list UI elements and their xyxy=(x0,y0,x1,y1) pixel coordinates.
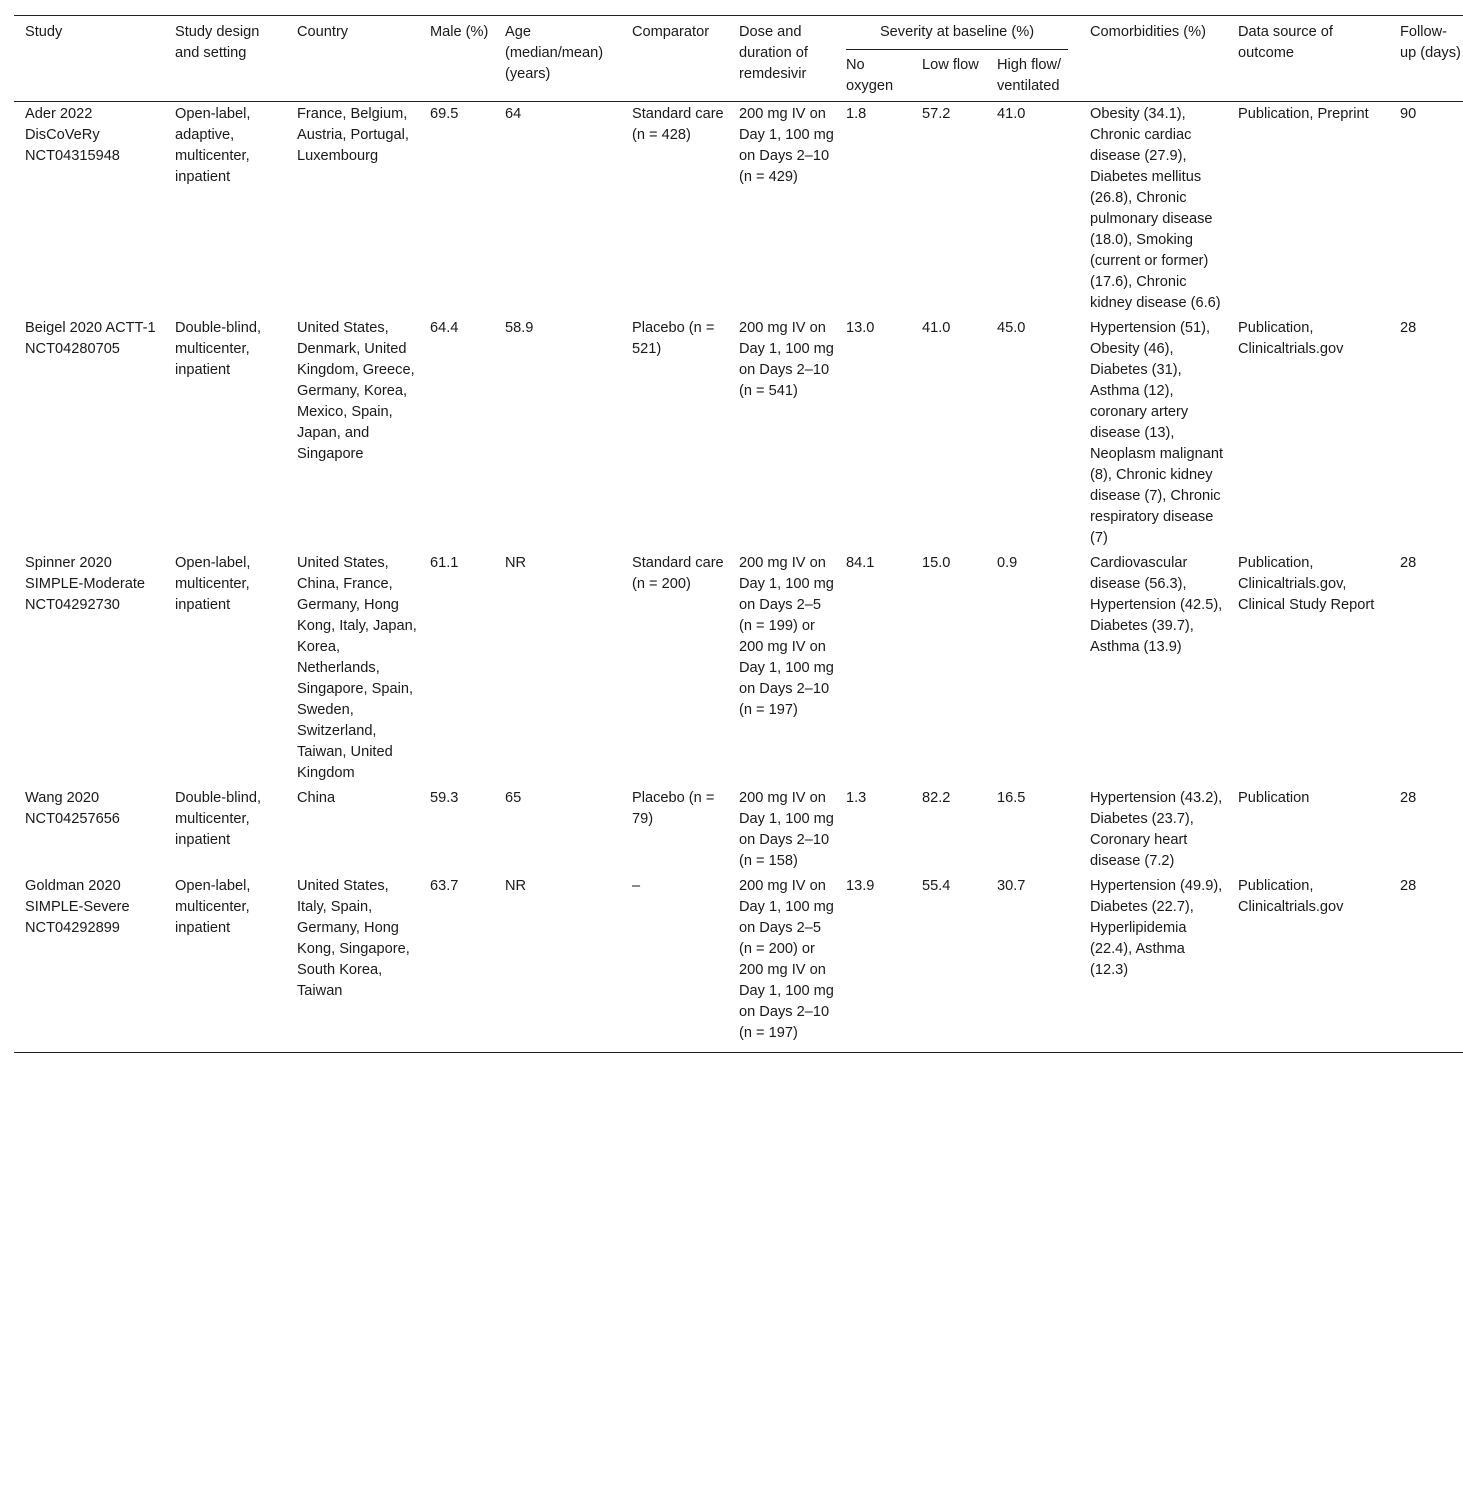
cell-no-oxygen: 84.1 xyxy=(846,555,875,571)
study-characteristics-table xyxy=(14,15,1463,1053)
header-data-source: Data source of outcome xyxy=(1238,24,1333,61)
cell-design: Double-blind, multicenter, inpatient xyxy=(175,320,261,378)
header-age: Age (median/mean) (years) xyxy=(505,24,604,82)
cell-low-flow: 55.4 xyxy=(922,878,951,894)
cell-age: NR xyxy=(505,555,527,571)
cell-high-flow: 41.0 xyxy=(997,106,1026,122)
table-body xyxy=(14,102,1463,1053)
cell-comorbidities: Obesity (34.1), Chronic cardiac disease (27.9), Diabetes mellitus (26.8), Chronic pulmonary disease (18.0), Smoking (current or former) (17.6), Chronic kidney disease (6.6) xyxy=(1090,106,1221,311)
cell-comorbidities: Hypertension (49.9), Diabetes (22.7), Hyperlipidemia (22.4), Asthma (12.3) xyxy=(1090,878,1223,978)
cell-dose: 200 mg IV on Day 1, 100 mg on Days 2–10 (n = 541) xyxy=(739,320,834,399)
cell-low-flow: 57.2 xyxy=(922,106,951,122)
study-characteristics-table-container xyxy=(14,15,1463,1053)
cell-male: 59.3 xyxy=(430,790,459,806)
cell-follow-up: 90 xyxy=(1400,106,1417,122)
header-design: Study design and setting xyxy=(175,24,260,61)
cell-follow-up: 28 xyxy=(1400,878,1417,894)
cell-study: Beigel 2020 ACTT-1 NCT04280705 xyxy=(25,320,156,357)
cell-study: Wang 2020 NCT04257656 xyxy=(25,790,120,827)
table-row xyxy=(14,786,1463,874)
cell-design: Open-label, multicenter, inpatient xyxy=(175,555,251,613)
cell-follow-up: 28 xyxy=(1400,320,1417,336)
header-dose: Dose and duration of remdesivir xyxy=(739,24,808,82)
cell-dose: 200 mg IV on Day 1, 100 mg on Days 2–5 (n = 200) or 200 mg IV on Day 1, 100 mg on Days 2–10 (n = 197) xyxy=(739,878,834,1041)
cell-study: Ader 2022 DisCoVeRy NCT04315948 xyxy=(25,106,120,164)
cell-high-flow: 30.7 xyxy=(997,878,1026,894)
cell-follow-up: 28 xyxy=(1400,790,1417,806)
cell-data-source: Publication, Clinicaltrials.gov, Clinical Study Report xyxy=(1238,555,1375,613)
cell-comparator: Placebo (n = 521) xyxy=(632,320,715,357)
cell-data-source: Publication, Preprint xyxy=(1238,106,1369,122)
cell-age: NR xyxy=(505,878,527,894)
cell-country: United States, Denmark, United Kingdom, Greece, Germany, Korea, Mexico, Spain, Japan, and Singapore xyxy=(297,320,415,462)
cell-comorbidities: Hypertension (51), Obesity (46), Diabetes (31), Asthma (12), coronary artery disease (13), Neoplasm malignant (8), Chronic kidney disease (7), Chronic respiratory disease (7) xyxy=(1090,320,1224,546)
cell-study: Goldman 2020 SIMPLE-Severe NCT04292899 xyxy=(25,878,130,936)
cell-data-source: Publication, Clinicaltrials.gov xyxy=(1238,320,1344,357)
cell-country: France, Belgium, Austria, Portugal, Luxembourg xyxy=(297,106,409,164)
header-high-flow: High flow/ ventilated xyxy=(997,57,1062,94)
cell-no-oxygen: 13.9 xyxy=(846,878,875,894)
header-country: Country xyxy=(297,24,349,40)
cell-male: 69.5 xyxy=(430,106,459,122)
header-follow-up: Follow-up (days) xyxy=(1400,24,1461,61)
cell-country: United States, China, France, Germany, Hong Kong, Italy, Japan, Korea, Netherlands, Singapore, Spain, Sweden, Switzerland, Taiwan, United Kingdom xyxy=(297,555,417,781)
cell-low-flow: 41.0 xyxy=(922,320,951,336)
cell-age: 65 xyxy=(505,790,522,806)
header-comorbidities: Comorbidities (%) xyxy=(1090,24,1206,40)
table-row xyxy=(14,551,1463,786)
cell-data-source: Publication, Clinicaltrials.gov xyxy=(1238,878,1344,915)
cell-no-oxygen: 1.3 xyxy=(846,790,867,806)
cell-design: Open-label, adaptive, multicenter, inpatient xyxy=(175,106,251,185)
table-header xyxy=(14,16,1463,102)
cell-dose: 200 mg IV on Day 1, 100 mg on Days 2–10 (n = 429) xyxy=(739,106,834,185)
cell-age: 58.9 xyxy=(505,320,534,336)
cell-low-flow: 82.2 xyxy=(922,790,951,806)
cell-follow-up: 28 xyxy=(1400,555,1417,571)
cell-study: Spinner 2020 SIMPLE-Moderate NCT04292730 xyxy=(25,555,146,613)
cell-high-flow: 0.9 xyxy=(997,555,1018,571)
cell-male: 61.1 xyxy=(430,555,459,571)
header-comparator: Comparator xyxy=(632,24,710,40)
cell-comparator: Standard care (n = 200) xyxy=(632,555,724,592)
cell-dose: 200 mg IV on Day 1, 100 mg on Days 2–10 (n = 158) xyxy=(739,790,834,869)
cell-comparator: Standard care (n = 428) xyxy=(632,106,724,143)
header-no-oxygen: No oxygen xyxy=(846,57,894,94)
cell-no-oxygen: 1.8 xyxy=(846,106,867,122)
table-row xyxy=(14,316,1463,551)
cell-high-flow: 45.0 xyxy=(997,320,1026,336)
cell-dose: 200 mg IV on Day 1, 100 mg on Days 2–5 (n = 199) or 200 mg IV on Day 1, 100 mg on Days 2–10 (n = 197) xyxy=(739,555,834,718)
header-severity-group xyxy=(835,16,1079,51)
table-row xyxy=(14,874,1463,1053)
table-row xyxy=(14,102,1463,317)
cell-country: China xyxy=(297,790,336,806)
cell-comorbidities: Cardiovascular disease (56.3), Hypertension (42.5), Diabetes (39.7), Asthma (13.9) xyxy=(1090,555,1223,655)
cell-male: 64.4 xyxy=(430,320,459,336)
header-severity-label: Severity at baseline (%) xyxy=(846,22,1068,50)
cell-low-flow: 15.0 xyxy=(922,555,951,571)
cell-data-source: Publication xyxy=(1238,790,1310,806)
cell-comparator: Placebo (n = 79) xyxy=(632,790,715,827)
cell-comorbidities: Hypertension (43.2), Diabetes (23.7), Coronary heart disease (7.2) xyxy=(1090,790,1223,869)
header-low-flow: Low flow xyxy=(922,57,979,73)
cell-design: Double-blind, multicenter, inpatient xyxy=(175,790,261,848)
cell-no-oxygen: 13.0 xyxy=(846,320,875,336)
cell-country: United States, Italy, Spain, Germany, Hong Kong, Singapore, South Korea, Taiwan xyxy=(297,878,410,999)
header-male: Male (%) xyxy=(430,24,489,40)
cell-male: 63.7 xyxy=(430,878,459,894)
cell-comparator: – xyxy=(632,878,641,894)
cell-design: Open-label, multicenter, inpatient xyxy=(175,878,251,936)
cell-age: 64 xyxy=(505,106,522,122)
cell-high-flow: 16.5 xyxy=(997,790,1026,806)
header-study: Study xyxy=(25,24,63,40)
